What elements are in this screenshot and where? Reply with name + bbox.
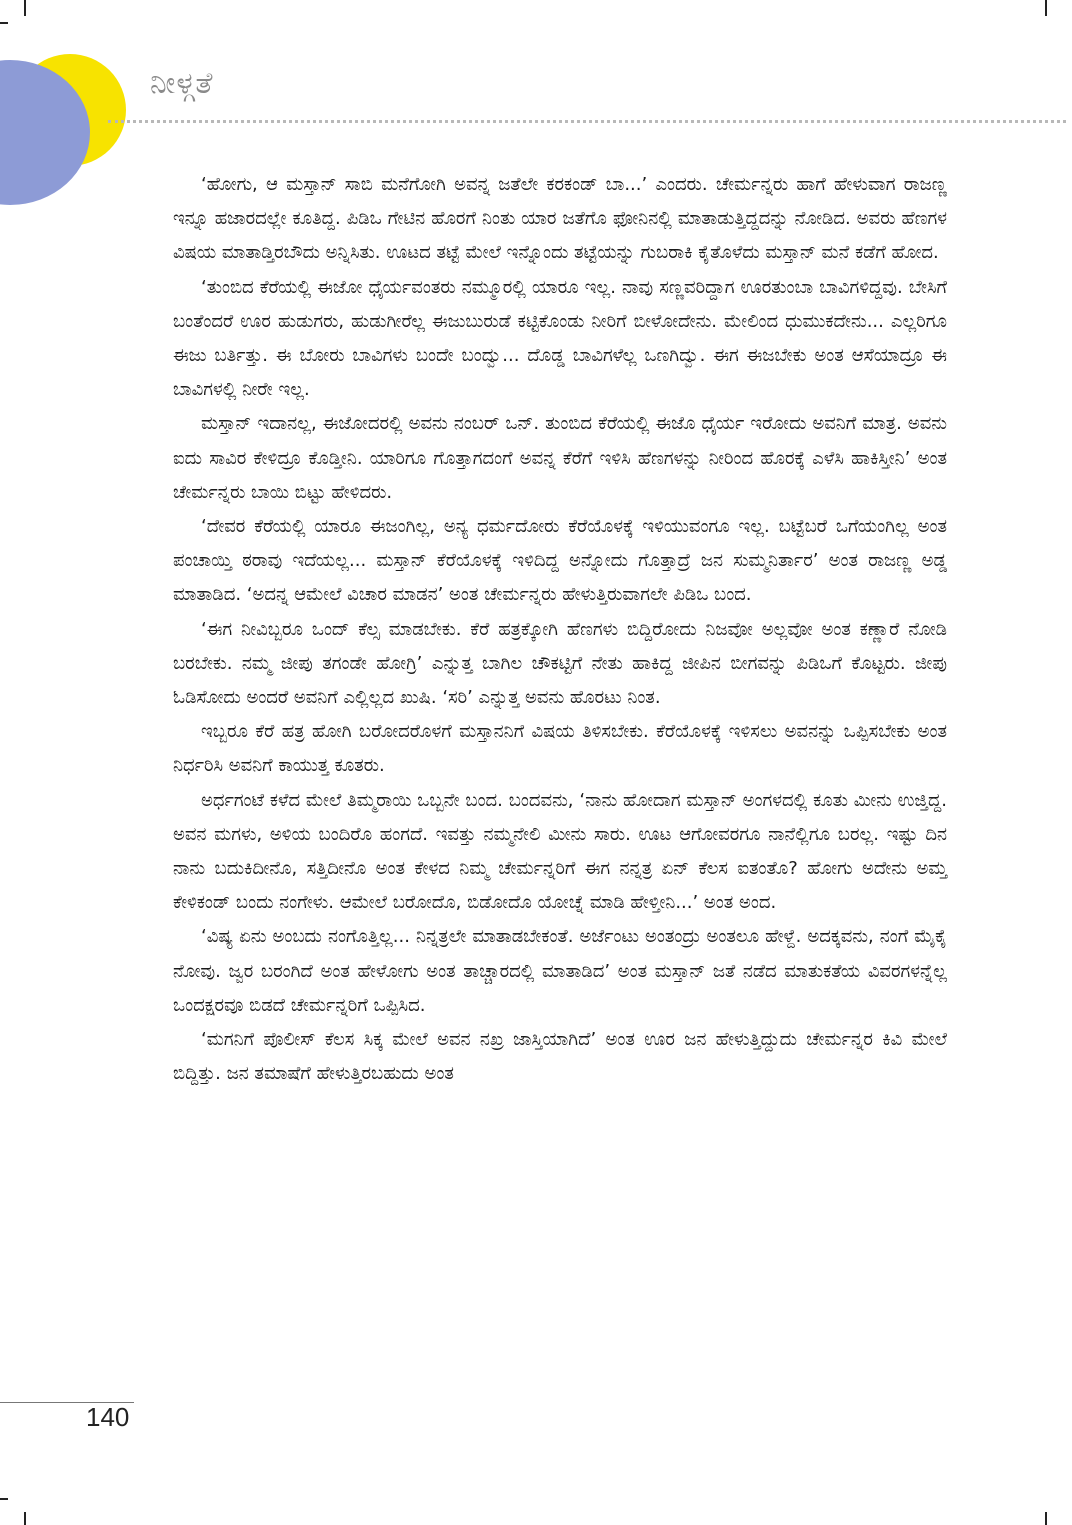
page-number: 140	[86, 1402, 130, 1432]
body-text	[173, 168, 947, 1091]
running-title: ನೀಳ್ಗತೆ	[150, 66, 214, 101]
paragraph: ‘ದೇವರ ಕೆರೆಯಲ್ಲಿ ಯಾರೂ ಈಜಂಗಿಲ್ಲ, ಅನ್ಯ ಧರ್ಮದೋರು ಕೆರೆಯೊಳಕ್ಕೆ ಇಳಿಯುವಂಗೂ ಇಲ್ಲ. ಬಟ್ಟೆಬರೆ ಒಗೆಯಂಗಿಲ್ಲ ಅಂತ ಪಂಚಾಯ್ತಿ ಠರಾವು ಇದೆಯಲ್ಲ... ಮಸ್ತಾನ್ ಕೆರೆಯೊಳಕ್ಕೆ ಇಳಿದಿದ್ದ ಅನ್ನೋದು ಗೊತ್ತಾದ್ರೆ ಜನ ಸುಮ್ಮನಿರ್ತಾರ’ ಅಂತ ರಾಜಣ್ಣ ಅಡ್ಡ ಮಾತಾಡಿದ. ‘ಅದನ್ನ ಆಮೇಲೆ ವಿಚಾರ ಮಾಡನ’ ಅಂತ ಚೇರ್ಮನ್ನರು ಹೇಳುತ್ತಿರುವಾಗಲೇ ಪಿಡಿಒ ಬಂದ.	[173, 516, 947, 606]
paragraph: ‘ಈಗ ನೀವಿಬ್ಬರೂ ಒಂದ್ ಕೆಲ್ಸ ಮಾಡಬೇಕು. ಕೆರೆ ಹತ್ರಕ್ಕೋಗಿ ಹೆಣಗಳು ಬಿದ್ದಿರೋದು ನಿಜವೋ ಅಲ್ಲವೋ ಅಂತ ಕಣ್ಣಾರೆ ನೋಡಿ ಬರಬೇಕು. ನಮ್ಮ ಜೀಪು ತಗಂಡೇ ಹೋಗ್ರಿ’ ಎನ್ನುತ್ತ ಬಾಗಿಲ ಚೌಕಟ್ಟಿಗೆ ನೇತು ಹಾಕಿದ್ದ ಜೀಪಿನ ಬೀಗವನ್ನು ಪಿಡಿಒಗೆ ಕೊಟ್ಟರು. ಜೀಪು ಓಡಿಸೋದು ಅಂದರೆ ಅವನಿಗೆ ಎಲ್ಲಿಲ್ಲದ ಖುಷಿ. ‘ಸರಿ’ ಎನ್ನುತ್ತ ಅವನು ಹೊರಟು ನಿಂತ.	[173, 618, 947, 709]
crop-mark-bottom-left-h	[0, 1498, 8, 1500]
paragraph: ‘ವಿಷ್ಯ ಏನು ಅಂಬದು ನಂಗೊತ್ತಿಲ್ಲ... ನಿನ್ನತ್ರಲೇ ಮಾತಾಡಬೇಕಂತೆ. ಅರ್ಜೆಂಟು ಅಂತಂದ್ರು ಅಂತಲೂ ಹೇಳ್ದೆ. ಅದಕ್ಕವನು, ನಂಗೆ ಮೈಕೈ ನೋವು. ಜ್ವರ ಬರಂಗಿದೆ ಅಂತ ಹೇಳೋಗು ಅಂತ ತಾಚ್ಚಾರದಲ್ಲಿ ಮಾತಾಡಿದ’ ಅಂತ ಮಸ್ತಾನ್ ಜತೆ ನಡೆದ ಮಾತುಕತೆಯ ವಿವರಗಳನ್ನೆಲ್ಲ ಒಂದಕ್ಷರವೂ ಬಿಡದೆ ಚೇರ್ಮನ್ನರಿಗೆ ಒಪ್ಪಿಸಿದ.	[173, 926, 947, 1016]
crop-mark-top-right	[1045, 0, 1047, 16]
crop-mark-bottom-right	[1045, 1512, 1047, 1525]
crop-mark-top-left	[24, 0, 26, 16]
paragraph: ‘ಮಗನಿಗೆ ಪೊಲೀಸ್ ಕೆಲಸ ಸಿಕ್ಕ ಮೇಲೆ ಅವನ ನಖ್ರ ಜಾಸ್ತಿಯಾಗಿದೆ’ ಅಂತ ಊರ ಜನ ಹೇಳುತ್ತಿದ್ದುದು ಚೇರ್ಮನ್ನರ ಕಿವಿ ಮೇಲೆ ಬಿದ್ದಿತ್ತು. ಜನ ತಮಾಷೆಗೆ ಹೇಳುತ್ತಿರಬಹುದು ಅಂತ	[173, 1029, 947, 1085]
crop-mark-top-left-h	[0, 22, 8, 24]
paragraph: ಇಬ್ಬರೂ ಕೆರೆ ಹತ್ರ ಹೋಗಿ ಬರೋದರೊಳಗೆ ಮಸ್ತಾನನಿಗೆ ವಿಷಯ ತಿಳಿಸಬೇಕು. ಕೆರೆಯೊಳಕ್ಕೆ ಇಳಿಸಲು ಅವನನ್ನು ಒಪ್ಪಿಸಬೇಕು ಅಂತ ನಿರ್ಧರಿಸಿ ಅವನಿಗೆ ಕಾಯುತ್ತ ಕೂತರು.	[173, 721, 947, 777]
header-dotted-rule	[108, 120, 1066, 123]
paragraph: ಅರ್ಧಗಂಟೆ ಕಳೆದ ಮೇಲೆ ತಿಮ್ಮರಾಯಿ ಒಬ್ಬನೇ ಬಂದ. ಬಂದವನು, ‘ನಾನು ಹೋದಾಗ ಮಸ್ತಾನ್ ಅಂಗಳದಲ್ಲಿ ಕೂತು ಮೀನು ಉಜ್ತಿದ್ದ. ಅವನ ಮಗಳು, ಅಳಿಯ ಬಂದಿರೊ ಹಂಗದೆ. ಇವತ್ತು ನಮ್ಮನೇಲಿ ಮೀನು ಸಾರು. ಊಟ ಆಗೋವರಗೂ ನಾನೆಲ್ಲಿಗೂ ಬರಲ್ಲ. ಇಷ್ಟು ದಿನ ನಾನು ಬದುಕಿದೀನೊ, ಸತ್ತಿದೀನೊ ಅಂತ ಕೇಳದ ನಿಮ್ಮ ಚೇರ್ಮನ್ನರಿಗೆ ಈಗ ನನ್ನತ್ರ ಏನ್ ಕೆಲಸ ಐತಂತೊ? ಹೋಗು ಅದೇನು ಅಮ್ತ ಕೇಳಿಕಂಡ್ ಬಂದು ನಂಗೇಳು. ಆಮೇಲೆ ಬರೋದೊ, ಬಿಡೋದೊ ಯೋಚ್ನೆ ಮಾಡಿ ಹೇಳ್ತೀನಿ...’ ಅಂತ ಅಂದ.	[173, 789, 947, 914]
crop-mark-bottom-left	[24, 1512, 26, 1525]
paragraph: ಮಸ್ತಾನ್ ಇದಾನಲ್ಲ, ಈಜೋದರಲ್ಲಿ ಅವನು ನಂಬರ್ ಒನ್. ತುಂಬಿದ ಕೆರೆಯಲ್ಲಿ ಈಜೊ ಧೈರ್ಯ ಇರೋದು ಅವನಿಗೆ ಮಾತ್ರ. ಅವನು ಐದು ಸಾವಿರ ಕೇಳಿದ್ರೂ ಕೊಡ್ತೀನಿ. ಯಾರಿಗೂ ಗೊತ್ತಾಗದಂಗೆ ಅವನ್ನ ಕೆರೆಗೆ ಇಳಿಸಿ ಹೆಣಗಳನ್ನು ನೀರಿಂದ ಹೊರಕ್ಕೆ ಎಳೆಸಿ ಹಾಕಿಸ್ತೀನಿ’ ಅಂತ ಚೇರ್ಮನ್ನರು ಬಾಯಿ ಬಿಟ್ಟು ಹೇಳಿದರು.	[173, 413, 947, 503]
paragraph: ‘ಹೋಗು, ಆ ಮಸ್ತಾನ್ ಸಾಬಿ ಮನೆಗೋಗಿ ಅವನ್ನ ಜತೆಲೇ ಕರಕಂಡ್ ಬಾ...’ ಎಂದರು. ಚೇರ್ಮನ್ನರು ಹಾಗೆ ಹೇಳುವಾಗ ರಾಜಣ್ಣ ಇನ್ನೂ ಹಜಾರದಲ್ಲೇ ಕೂತಿದ್ದ. ಪಿಡಿಒ ಗೇಟಿನ ಹೊರಗೆ ನಿಂತು ಯಾರ ಜತೆಗೊ ಫೋನಿನಲ್ಲಿ ಮಾತಾಡುತ್ತಿದ್ದದನ್ನು ನೋಡಿದ. ಅವರು ಹೆಣಗಳ ವಿಷಯ ಮಾತಾಡ್ತಿರಬೌದು ಅನ್ನಿಸಿತು. ಊಟದ ತಟ್ಟೆ ಮೇಲೆ ಇನ್ನೊಂದು ತಟ್ಟೆಯನ್ನು ಗುಬರಾಕಿ ಕೈತೊಳೆದು ಮಸ್ತಾನ್ ಮನೆ ಕಡೆಗೆ ಹೋದ.	[173, 174, 947, 264]
paragraph: ‘ತುಂಬಿದ ಕೆರೆಯಲ್ಲಿ ಈಜೋ ಧೈರ್ಯವಂತರು ನಮ್ಮೂರಲ್ಲಿ ಯಾರೂ ಇಲ್ಲ. ನಾವು ಸಣ್ಣವರಿದ್ದಾಗ ಊರತುಂಬಾ ಬಾವಿಗಳಿದ್ದವು. ಬೇಸಿಗೆ ಬಂತೆಂದರೆ ಊರ ಹುಡುಗರು, ಹುಡುಗೀರೆಲ್ಲ ಈಜುಬುರುಡೆ ಕಟ್ಟಿಕೊಂಡು ನೀರಿಗೆ ಬೀಳೋದೇನು. ಮೇಲಿಂದ ಧುಮುಕದೇನು... ಎಲ್ಲರಿಗೂ ಈಜು ಬರ್ತಿತ್ತು. ಈ ಬೋರು ಬಾವಿಗಳು ಬಂದೇ ಬಂದ್ವು... ದೊಡ್ಡ ಬಾವಿಗಳೆಲ್ಲ ಒಣಗಿದ್ವು. ಈಗ ಈಜಬೇಕು ಅಂತ ಆಸೆಯಾದ್ರೂ ಈ ಬಾವಿಗಳಲ್ಲಿ ನೀರೇ ಇಲ್ಲ.	[173, 276, 947, 401]
